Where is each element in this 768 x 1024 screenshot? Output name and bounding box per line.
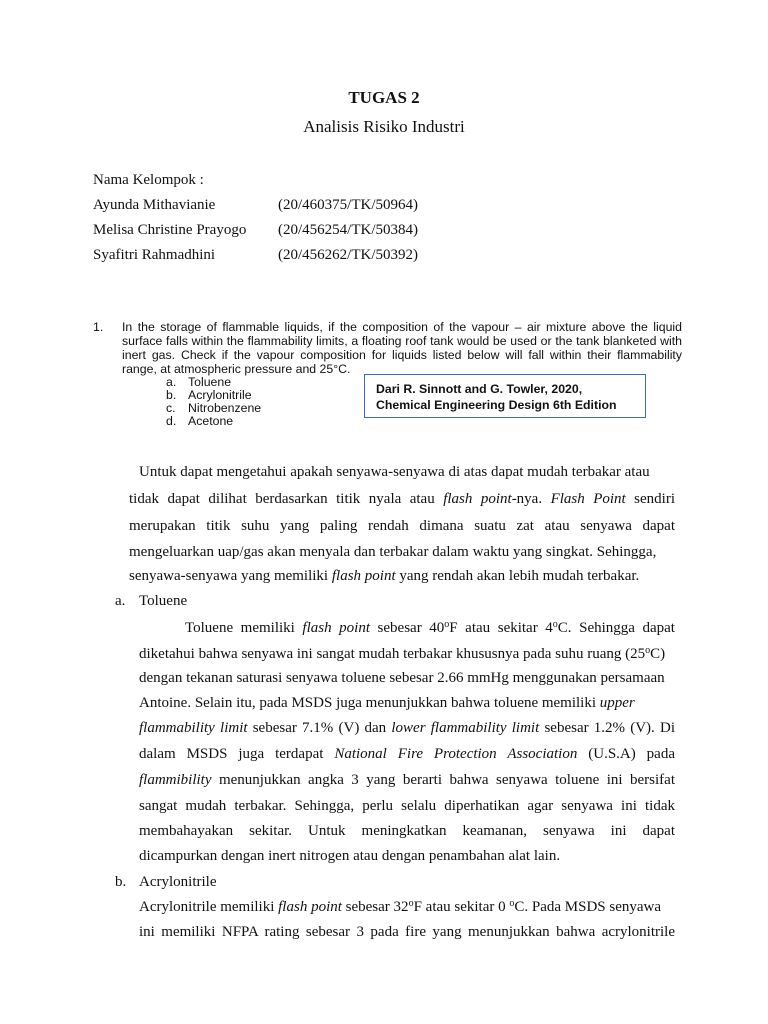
member-name: Syafitri Rahmadhini [93,247,216,263]
member-id: (20/460375/TK/50964) [278,197,418,213]
question-text: In the storage of flammable liquids, if the composition of the vapour – air mixture above the liquid surface falls within the flammability limits, a floating roof tank would be used or the tank blanketed with inert gas. Check if the vapour composition for liquids listed below will fall within their flammability range, at atmospheric pressure and 25°C. [122,320,682,376]
section-a-line: flammability limit sebesar 7.1% (V) dan lower flammability limit sebesar 1.2% (V). Di [139,720,675,736]
option-name: Nitrobenzene [188,401,262,415]
option-name: Acrylonitrile [188,388,252,402]
section-b-line: ini memiliki NFPA rating sebesar 3 pada fire yang menunjukkan bahwa acrylonitrile [139,924,675,940]
question-number: 1. [93,320,104,334]
source-citation [376,381,617,413]
source-line: Chemical Engineering Design 6th Edition [376,398,617,412]
group-label: Nama Kelompok : [93,172,204,188]
section-a-line: diketahui bahwa senyawa ini sangat mudah terbakar khususnya pada suhu ruang (25$^o$C) [139,645,666,662]
option-letter: d. [166,414,177,428]
intro-line: senyawa-senyawa yang memiliki flash point yang rendah akan lebih mudah terbakar. [129,568,640,584]
section-a-line: Antoine. Selain itu, pada MSDS juga menunjukkan bahwa toluene memiliki upper [139,695,635,711]
option-name: Toluene [188,375,232,389]
document-subtitle: Analisis Risiko Industri [303,117,465,136]
option-letter: a. [166,375,177,389]
section-letter: b. [115,874,127,890]
section-letter: a. [115,593,126,609]
intro-line: tidak dapat dilihat berdasarkan titik nyala atau flash point-nya. Flash Point sendiri [129,491,675,507]
section-a-line: membahayakan sekitar. Untuk meningkatkan keamanan, senyawa ini dapat [139,823,675,839]
intro-line: mengeluarkan uap/gas akan menyala dan terbakar dalam waktu yang singkat. Sehingga, [129,544,657,560]
intro-line: merupakan titik suhu yang paling rendah dimana suatu zat atau senyawa dapat [129,518,675,534]
source-box [364,374,646,418]
section-a-line: Toluene memiliki flash point sebesar 40$^o$F atau sekitar 4$^o$C. Sehingga dapat [185,619,675,636]
section-a-line: dengan tekanan saturasi senyawa toluene sebesar 2.66 mmHg menggunakan persamaan [139,670,665,686]
section-a-line: sangat mudah terbakar. Sehingga, perlu selalu diperhatikan agar senyawa ini tidak [139,798,675,814]
section-heading: Toluene [139,593,188,609]
member-id: (20/456262/TK/50392) [278,247,418,263]
option-name: Acetone [188,414,234,428]
section-a-line: flammibility menunjukkan angka 3 yang berarti bahwa senyawa toluene ini bersifat [139,772,675,788]
member-name: Melisa Christine Prayogo [93,222,247,238]
member-id: (20/456254/TK/50384) [278,222,418,238]
option-letter: b. [166,388,177,402]
section-a-line: dalam MSDS juga terdapat National Fire Protection Association (U.S.A) pada [139,746,675,762]
section-b-line: Acrylonitrile memiliki flash point sebesar 32$^o$F atau sekitar 0 $^o$C. Pada MSDS senyawa [139,898,662,915]
intro-line: Untuk dapat mengetahui apakah senyawa-senyawa di atas dapat mudah terbakar atau [139,464,650,480]
document-title: TUGAS 2 [348,88,420,107]
section-heading: Acrylonitrile [139,874,217,890]
option-letter: c. [166,401,176,415]
section-a-line: dicampurkan dengan inert nitrogen atau dengan penambahan alat lain. [139,848,561,864]
member-name: Ayunda Mithavianie [93,197,216,213]
source-line: Dari R. Sinnott and G. Towler, 2020, [376,382,583,396]
